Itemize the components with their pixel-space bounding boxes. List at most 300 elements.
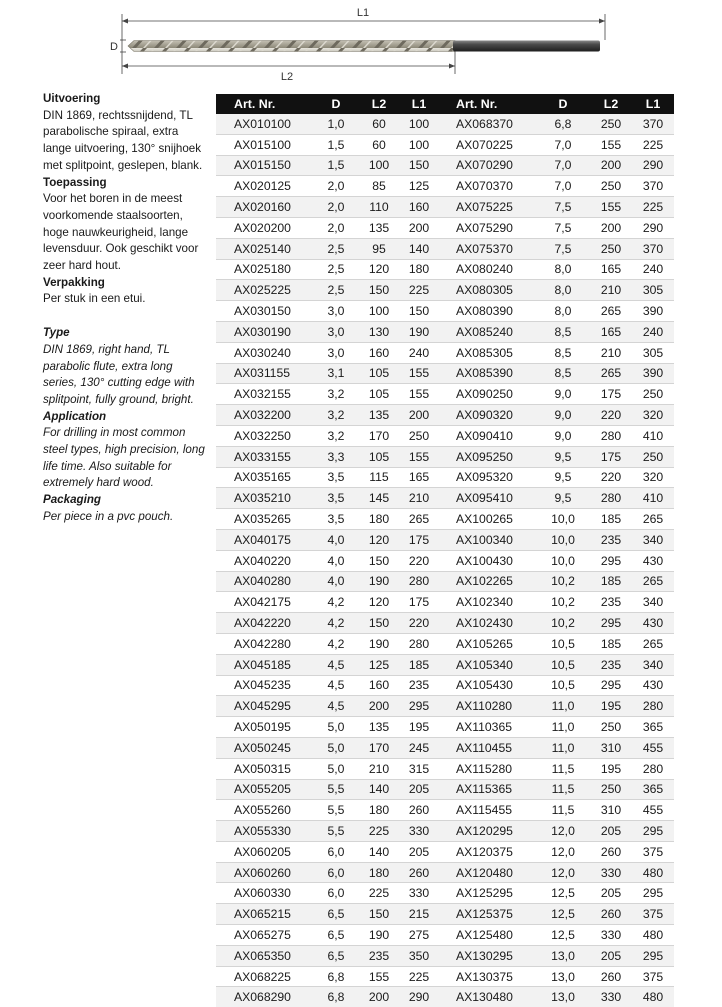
cell-d: 12,5: [536, 925, 590, 946]
cell-l2: 195: [590, 696, 632, 717]
cell-art-nr: AX085390: [438, 363, 536, 384]
cell-art-nr: AX050245: [216, 737, 314, 758]
cell-art-nr: AX100430: [438, 550, 536, 571]
d-label: D: [110, 41, 118, 53]
cell-d: 8,5: [536, 321, 590, 342]
cell-art-nr: AX075290: [438, 217, 536, 238]
cell-d: 2,5: [314, 238, 358, 259]
table-row: [216, 134, 674, 155]
table-row: [216, 425, 674, 446]
cell-l2: 145: [358, 488, 400, 509]
cell-art-nr: AX060260: [216, 862, 314, 883]
drill-shank: [453, 41, 600, 52]
cell-l1: 260: [400, 862, 438, 883]
cell-l2: 260: [590, 841, 632, 862]
cell-l1: 205: [400, 841, 438, 862]
cell-l1: 290: [632, 217, 674, 238]
cell-art-nr: AX070225: [438, 134, 536, 155]
cell-l2: 205: [590, 883, 632, 904]
cell-d: 3,2: [314, 384, 358, 405]
product-table: [216, 94, 674, 1007]
table-row: [216, 821, 674, 842]
cell-art-nr: AX100340: [438, 529, 536, 550]
cell-art-nr: AX102430: [438, 613, 536, 634]
cell-l2: 190: [358, 571, 400, 592]
cell-l1: 305: [632, 280, 674, 301]
nl-pack-text: Per stuk in een etui.: [43, 292, 146, 306]
table-row: [216, 363, 674, 384]
en-pack-text: Per piece in a pvc pouch.: [43, 509, 174, 523]
cell-l1: 200: [400, 217, 438, 238]
cell-d: 6,8: [314, 987, 358, 1007]
table-row: [216, 633, 674, 654]
table-row: [216, 779, 674, 800]
cell-d: 4,2: [314, 613, 358, 634]
cell-d: 1,5: [314, 134, 358, 155]
table-row: [216, 592, 674, 613]
cell-d: 6,5: [314, 925, 358, 946]
cell-l2: 190: [358, 633, 400, 654]
cell-l1: 280: [400, 633, 438, 654]
cell-l1: 320: [632, 467, 674, 488]
cell-d: 3,1: [314, 363, 358, 384]
cell-art-nr: AX060330: [216, 883, 314, 904]
cell-l2: 60: [358, 114, 400, 134]
cell-l2: 200: [358, 696, 400, 717]
cell-l1: 330: [400, 821, 438, 842]
cell-l2: 225: [358, 821, 400, 842]
cell-d: 8,0: [536, 301, 590, 322]
cell-l1: 140: [400, 238, 438, 259]
cell-l2: 295: [590, 613, 632, 634]
cell-l2: 250: [590, 114, 632, 134]
cell-d: 12,0: [536, 862, 590, 883]
cell-art-nr: AX085240: [438, 321, 536, 342]
cell-d: 5,5: [314, 800, 358, 821]
cell-d: 10,2: [536, 613, 590, 634]
cell-l2: 260: [590, 904, 632, 925]
cell-l1: 375: [632, 904, 674, 925]
cell-l2: 130: [358, 321, 400, 342]
cell-d: 11,0: [536, 696, 590, 717]
table-row: [216, 800, 674, 821]
cell-art-nr: AX045295: [216, 696, 314, 717]
cell-l1: 315: [400, 758, 438, 779]
cell-art-nr: AX100265: [438, 509, 536, 530]
cell-l1: 250: [632, 384, 674, 405]
cell-art-nr: AX065275: [216, 925, 314, 946]
cell-d: 12,5: [536, 904, 590, 925]
cell-l2: 295: [590, 675, 632, 696]
table-row: [216, 654, 674, 675]
cell-art-nr: AX125295: [438, 883, 536, 904]
cell-l2: 185: [590, 571, 632, 592]
cell-l2: 220: [590, 405, 632, 426]
cell-d: 6,0: [314, 841, 358, 862]
cell-l1: 150: [400, 155, 438, 176]
cell-l1: 280: [632, 696, 674, 717]
table-row: [216, 155, 674, 176]
cell-l1: 365: [632, 779, 674, 800]
cell-l2: 180: [358, 800, 400, 821]
cell-l2: 205: [590, 821, 632, 842]
table-row: [216, 737, 674, 758]
cell-l1: 265: [400, 509, 438, 530]
cell-l2: 175: [590, 446, 632, 467]
cell-l2: 280: [590, 425, 632, 446]
cell-l2: 225: [358, 883, 400, 904]
table-row: [216, 467, 674, 488]
cell-l2: 265: [590, 301, 632, 322]
cell-d: 2,0: [314, 217, 358, 238]
cell-art-nr: AX105340: [438, 654, 536, 675]
cell-art-nr: AX040280: [216, 571, 314, 592]
cell-l1: 340: [632, 654, 674, 675]
cell-l1: 250: [400, 425, 438, 446]
cell-l1: 320: [632, 405, 674, 426]
cell-art-nr: AX095320: [438, 467, 536, 488]
cell-l2: 235: [590, 529, 632, 550]
cell-l1: 280: [400, 571, 438, 592]
cell-art-nr: AX115365: [438, 779, 536, 800]
col-header-l2-2: L2: [590, 94, 632, 114]
l1-label: L1: [356, 7, 370, 19]
table-row: [216, 925, 674, 946]
cell-d: 11,0: [536, 717, 590, 738]
cell-d: 1,0: [314, 114, 358, 134]
cell-d: 3,0: [314, 321, 358, 342]
cell-l1: 340: [632, 592, 674, 613]
nl-type-heading: Uitvoering: [43, 92, 101, 105]
cell-l1: 215: [400, 904, 438, 925]
cell-l1: 480: [632, 987, 674, 1007]
cell-d: 7,0: [536, 134, 590, 155]
cell-l1: 235: [400, 675, 438, 696]
cell-art-nr: AX075225: [438, 197, 536, 218]
cell-l2: 115: [358, 467, 400, 488]
nl-use-text: Voor het boren in de meest voorkomende staalsoorten, hoge nauwkeurigheid, lange levensduur. Ook geschikt voor zeer hard hout.: [43, 192, 199, 273]
cell-l2: 185: [590, 509, 632, 530]
cell-d: 6,5: [314, 904, 358, 925]
cell-d: 2,5: [314, 280, 358, 301]
cell-d: 3,0: [314, 342, 358, 363]
col-header-d: D: [314, 94, 358, 114]
cell-art-nr: AX125480: [438, 925, 536, 946]
cell-art-nr: AX102265: [438, 571, 536, 592]
cell-l2: 260: [590, 966, 632, 987]
cell-art-nr: AX105430: [438, 675, 536, 696]
cell-l2: 105: [358, 363, 400, 384]
cell-l2: 155: [590, 197, 632, 218]
cell-art-nr: AX130295: [438, 945, 536, 966]
table-row: [216, 904, 674, 925]
cell-art-nr: AX035210: [216, 488, 314, 509]
cell-l2: 150: [358, 280, 400, 301]
nl-type-text: DIN 1869, rechtssnijdend, TL parabolische spiraal, extra lange uitvoering, 130° snijhoek met splitpoint, geslepen, blank.: [43, 108, 203, 172]
cell-l2: 180: [358, 862, 400, 883]
section-spacer: [43, 308, 208, 325]
cell-art-nr: AX035165: [216, 467, 314, 488]
cell-art-nr: AX080390: [438, 301, 536, 322]
cell-l1: 265: [632, 571, 674, 592]
cell-l1: 305: [632, 342, 674, 363]
table-row: [216, 862, 674, 883]
cell-l2: 165: [590, 321, 632, 342]
col-header-l2: L2: [358, 94, 400, 114]
cell-l2: 210: [590, 342, 632, 363]
cell-d: 2,0: [314, 176, 358, 197]
cell-d: 9,0: [536, 384, 590, 405]
cell-d: 11,5: [536, 779, 590, 800]
cell-l2: 105: [358, 446, 400, 467]
cell-l1: 330: [400, 883, 438, 904]
cell-d: 3,2: [314, 405, 358, 426]
cell-art-nr: AX115280: [438, 758, 536, 779]
cell-l1: 410: [632, 425, 674, 446]
cell-l1: 295: [632, 945, 674, 966]
cell-l1: 350: [400, 945, 438, 966]
en-type-text: DIN 1869, right hand, TL parabolic flute, extra long series, 130° cutting edge with splitpoint, fully ground, bright.: [43, 342, 195, 406]
cell-l2: 250: [590, 238, 632, 259]
table-row: [216, 197, 674, 218]
cell-d: 4,2: [314, 592, 358, 613]
cell-d: 10,5: [536, 633, 590, 654]
cell-l1: 370: [632, 176, 674, 197]
en-use-heading: Application: [43, 409, 107, 423]
cell-l2: 160: [358, 675, 400, 696]
cell-art-nr: AX110365: [438, 717, 536, 738]
cell-art-nr: AX102340: [438, 592, 536, 613]
cell-l1: 165: [400, 467, 438, 488]
cell-art-nr: AX042175: [216, 592, 314, 613]
cell-l1: 225: [400, 280, 438, 301]
cell-l1: 225: [632, 134, 674, 155]
cell-art-nr: AX050195: [216, 717, 314, 738]
cell-l1: 190: [400, 321, 438, 342]
cell-l2: 170: [358, 425, 400, 446]
cell-art-nr: AX090250: [438, 384, 536, 405]
cell-l2: 250: [590, 779, 632, 800]
description-panel: [43, 91, 208, 526]
cell-d: 3,2: [314, 425, 358, 446]
cell-l2: 170: [358, 737, 400, 758]
en-pack-heading: Packaging: [43, 493, 101, 507]
table-row: [216, 841, 674, 862]
cell-art-nr: AX068225: [216, 966, 314, 987]
cell-l2: 330: [590, 862, 632, 883]
cell-l2: 265: [590, 363, 632, 384]
table-row: [216, 696, 674, 717]
table-row: [216, 217, 674, 238]
cell-d: 10,2: [536, 592, 590, 613]
cell-art-nr: AX020200: [216, 217, 314, 238]
cell-d: 9,5: [536, 446, 590, 467]
nl-pack-heading: Verpakking: [43, 275, 105, 289]
cell-l1: 180: [400, 259, 438, 280]
cell-art-nr: AX030150: [216, 301, 314, 322]
cell-l1: 155: [400, 363, 438, 384]
cell-d: 4,0: [314, 571, 358, 592]
cell-l1: 225: [632, 197, 674, 218]
cell-l2: 200: [590, 155, 632, 176]
cell-l2: 210: [358, 758, 400, 779]
cell-art-nr: AX110280: [438, 696, 536, 717]
cell-l1: 175: [400, 592, 438, 613]
table-row: [216, 238, 674, 259]
col-header-l1: L1: [400, 94, 438, 114]
col-header-l1-2: L1: [632, 94, 674, 114]
table-row: [216, 945, 674, 966]
cell-d: 10,0: [536, 529, 590, 550]
table-row: [216, 259, 674, 280]
cell-l1: 375: [632, 841, 674, 862]
cell-l2: 150: [358, 613, 400, 634]
cell-l2: 150: [358, 904, 400, 925]
cell-l2: 105: [358, 384, 400, 405]
cell-l1: 430: [632, 675, 674, 696]
cell-l2: 310: [590, 800, 632, 821]
cell-art-nr: AX105265: [438, 633, 536, 654]
cell-l2: 120: [358, 529, 400, 550]
cell-art-nr: AX040175: [216, 529, 314, 550]
cell-art-nr: AX042280: [216, 633, 314, 654]
cell-art-nr: AX070290: [438, 155, 536, 176]
cell-art-nr: AX025180: [216, 259, 314, 280]
cell-l2: 180: [358, 509, 400, 530]
cell-l2: 250: [590, 176, 632, 197]
cell-l1: 280: [632, 758, 674, 779]
cell-l1: 480: [632, 862, 674, 883]
cell-l2: 235: [358, 945, 400, 966]
cell-l2: 140: [358, 779, 400, 800]
cell-l1: 155: [400, 446, 438, 467]
cell-l1: 295: [400, 696, 438, 717]
cell-l1: 150: [400, 301, 438, 322]
cell-d: 11,0: [536, 737, 590, 758]
cell-l1: 100: [400, 114, 438, 134]
cell-l2: 135: [358, 217, 400, 238]
col-header-art-nr: Art. Nr.: [216, 94, 314, 114]
cell-l2: 205: [590, 945, 632, 966]
cell-l1: 265: [632, 633, 674, 654]
cell-art-nr: AX031155: [216, 363, 314, 384]
cell-art-nr: AX130375: [438, 966, 536, 987]
cell-art-nr: AX075370: [438, 238, 536, 259]
cell-art-nr: AX045185: [216, 654, 314, 675]
cell-art-nr: AX065350: [216, 945, 314, 966]
table-row: [216, 280, 674, 301]
table-row: [216, 488, 674, 509]
cell-l2: 310: [590, 737, 632, 758]
cell-l2: 295: [590, 550, 632, 571]
cell-d: 6,0: [314, 883, 358, 904]
cell-l1: 455: [632, 737, 674, 758]
cell-art-nr: AX095410: [438, 488, 536, 509]
cell-d: 10,5: [536, 675, 590, 696]
cell-art-nr: AX040220: [216, 550, 314, 571]
cell-l2: 60: [358, 134, 400, 155]
cell-l2: 280: [590, 488, 632, 509]
cell-d: 3,3: [314, 446, 358, 467]
table-row: [216, 550, 674, 571]
cell-art-nr: AX025225: [216, 280, 314, 301]
cell-art-nr: AX010100: [216, 114, 314, 134]
cell-d: 5,0: [314, 758, 358, 779]
cell-d: 6,8: [536, 114, 590, 134]
cell-art-nr: AX033155: [216, 446, 314, 467]
cell-l1: 390: [632, 363, 674, 384]
cell-l2: 85: [358, 176, 400, 197]
table-body: [216, 114, 674, 1007]
cell-art-nr: AX032250: [216, 425, 314, 446]
cell-art-nr: AX085305: [438, 342, 536, 363]
cell-d: 13,0: [536, 966, 590, 987]
cell-l1: 160: [400, 197, 438, 218]
cell-d: 5,5: [314, 779, 358, 800]
cell-l1: 260: [400, 800, 438, 821]
cell-art-nr: AX095250: [438, 446, 536, 467]
cell-l2: 110: [358, 197, 400, 218]
cell-l2: 175: [590, 384, 632, 405]
cell-d: 6,0: [314, 862, 358, 883]
cell-d: 7,0: [536, 155, 590, 176]
cell-l2: 160: [358, 342, 400, 363]
cell-l1: 240: [400, 342, 438, 363]
cell-d: 4,0: [314, 550, 358, 571]
cell-d: 10,0: [536, 509, 590, 530]
cell-l1: 365: [632, 717, 674, 738]
cell-l1: 240: [632, 259, 674, 280]
cell-d: 2,0: [314, 197, 358, 218]
cell-art-nr: AX068290: [216, 987, 314, 1007]
cell-l2: 330: [590, 987, 632, 1007]
cell-art-nr: AX090410: [438, 425, 536, 446]
cell-l1: 100: [400, 134, 438, 155]
cell-l1: 275: [400, 925, 438, 946]
cell-l2: 100: [358, 301, 400, 322]
table-row: [216, 758, 674, 779]
cell-d: 5,0: [314, 737, 358, 758]
cell-art-nr: AX120375: [438, 841, 536, 862]
en-type-heading: Type: [43, 326, 70, 340]
cell-l2: 220: [590, 467, 632, 488]
cell-art-nr: AX115455: [438, 800, 536, 821]
cell-art-nr: AX070370: [438, 176, 536, 197]
cell-art-nr: AX120480: [438, 862, 536, 883]
cell-art-nr: AX080305: [438, 280, 536, 301]
cell-art-nr: AX090320: [438, 405, 536, 426]
cell-l2: 140: [358, 841, 400, 862]
cell-l1: 200: [400, 405, 438, 426]
table-row: [216, 321, 674, 342]
cell-l2: 235: [590, 592, 632, 613]
cell-art-nr: AX020160: [216, 197, 314, 218]
cell-art-nr: AX042220: [216, 613, 314, 634]
cell-art-nr: AX060205: [216, 841, 314, 862]
cell-art-nr: AX015150: [216, 155, 314, 176]
cell-art-nr: AX120295: [438, 821, 536, 842]
cell-art-nr: AX080240: [438, 259, 536, 280]
cell-l2: 250: [590, 717, 632, 738]
table-row: [216, 114, 674, 134]
cell-art-nr: AX068370: [438, 114, 536, 134]
cell-art-nr: AX032200: [216, 405, 314, 426]
cell-d: 13,0: [536, 945, 590, 966]
cell-d: 12,0: [536, 821, 590, 842]
cell-l1: 155: [400, 384, 438, 405]
cell-l2: 195: [590, 758, 632, 779]
cell-d: 6,5: [314, 945, 358, 966]
